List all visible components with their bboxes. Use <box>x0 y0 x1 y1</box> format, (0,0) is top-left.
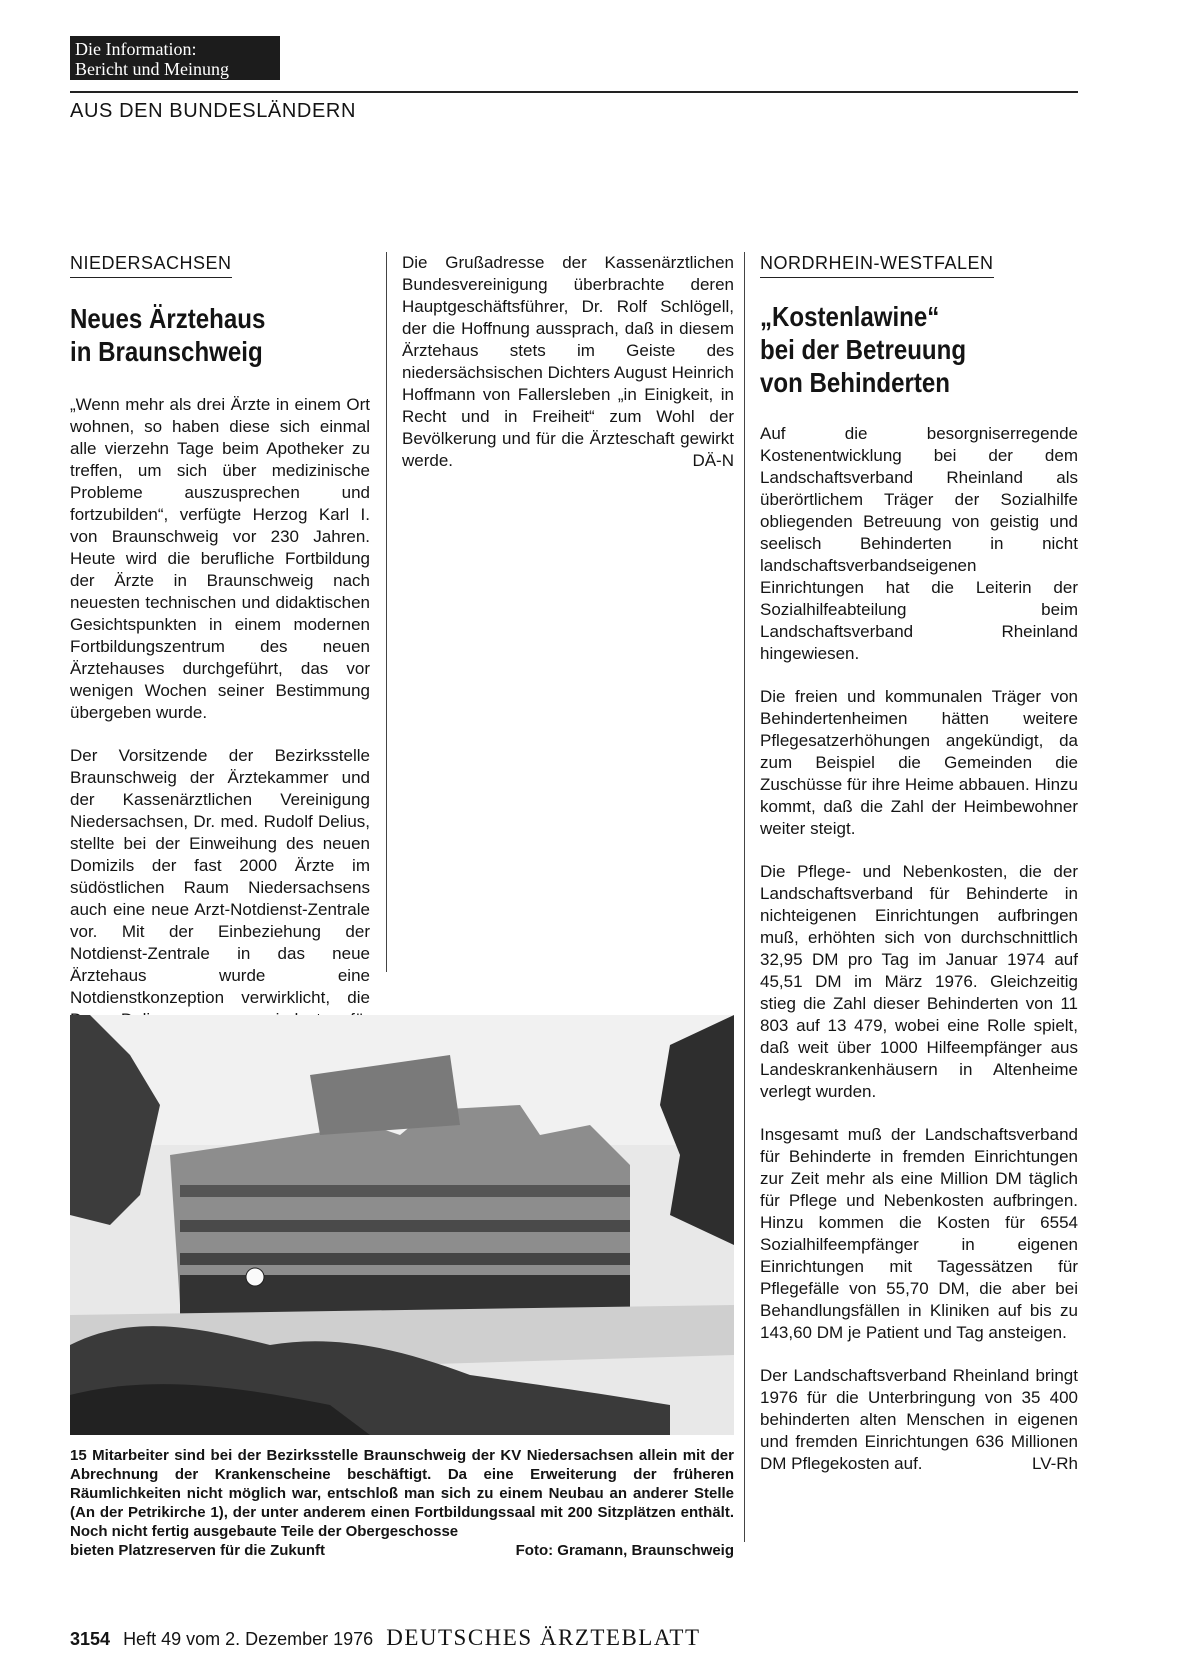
photo-credit: Foto: Gramann, Braunschweig <box>515 1542 734 1559</box>
page-number: 3154 <box>70 1629 111 1649</box>
article2-paragraph5: Der Landschaftsverband Rheinland bringt 1976 für die Unterbringung von 35 400 behinderten alten Menschen in eigenen und fremden Einrichtungen 636 Millionen DM Pflegekosten auf. LV-Rh <box>760 1366 1078 1473</box>
column-divider-1 <box>386 252 387 972</box>
article1-paragraph3: Die Grußadresse der Kassenärztlichen Bundesvereinigung überbrachte deren Hauptgeschäftsführer, Dr. Rolf Schlögell, der die Hoffnung aussprach, daß in diesem Ärztehaus stets im Geiste des niedersächsischen Dichters August Heinrich Hoffmann von Fallersleben „in Einigkeit, in Recht und in Freiheit“ zum Wohl der Bevölkerung und für die Ärzteschaft gewirkt werde. DÄ-N <box>402 253 734 470</box>
caption-text: 15 Mitarbeiter sind bei der Bezirksstelle Braunschweig der KV Niedersachsen allein mit der Abrechnung der Krankenscheine beschäftigt. Da eine Erweiterung der früheren Räumlichkeiten nicht möglich war, entschloß man sich zu einem Neubau an anderer Stelle (An der Petrikirche 1), der unter anderem einen Fortbildungssaal mit 200 Sitzplätzen enthält. Noch nicht fertig ausgebaute Teile der Obergeschosse <box>70 1447 734 1540</box>
masthead-line2: Bericht und Meinung <box>75 59 229 79</box>
caption-text-end: bieten Platzreserven für die Zukunft <box>70 1542 326 1559</box>
article2-column <box>760 252 1078 1552</box>
section-title: AUS DEN BUNDESLÄNDERN <box>70 100 356 122</box>
article1-title-line2: in Braunschweig <box>70 336 263 367</box>
article2-title-line1: „Kostenlawine“ <box>760 301 940 332</box>
article2-title-line2: bei der Betreuung <box>760 334 967 365</box>
article2-paragraph2: Die freien und kommunalen Träger von Behindertenheimen hätten weitere Pflegesatzerhöhungen angekündigt, da zum Beispiel die Gemeinden die Zuschüsse für ihre Heime abbauen. Hinzu kommt, daß die Zahl der Heimbewohner weiter steigt. <box>760 687 1078 838</box>
top-rule <box>70 91 1078 93</box>
article1-headline <box>70 302 328 368</box>
article2-title-line3: von Behinderten <box>760 367 950 398</box>
journal-name: DEUTSCHES ÄRZTEBLATT <box>386 1625 701 1650</box>
article2-paragraph4: Insgesamt muß der Landschaftsverband für Behinderte in fremden Einrichtungen zur Zeit mehr als eine Million DM täglich für Pflege und Nebenkosten aufbringen. Hinzu kommen die Kosten für 6554 Sozialhilfeempfänger in eigenen Einrichtungen mit Tagessätzen für Pflegefälle von 55,70 DM, die aber bei Behandlungsfällen in Kliniken auf bis zu 143,60 DM je Patient und Tag ansteigen. <box>760 1125 1078 1342</box>
caption-last-line <box>70 1541 734 1560</box>
building-photo <box>70 1015 734 1435</box>
article2-paragraph1: Auf die besorgniserregende Kostenentwicklung bei der dem Landschaftsverband Rheinland als überörtlichem Träger der Sozialhilfe obliegenden Betreuung von geistig und seelisch Behinderten in nicht landschaftsverbandseigenen Einrichtungen hat die Leiterin der Sozialhilfeabteilung beim Landschaftsverband Rheinland hingewiesen. <box>760 424 1078 663</box>
masthead <box>70 36 280 80</box>
masthead-line1: Die Information: <box>75 39 197 59</box>
column-divider-2 <box>744 252 745 1542</box>
article2-headline <box>760 300 1033 399</box>
article1-region: NIEDERSACHSEN <box>70 252 232 278</box>
article1-title-line1: Neues Ärztehaus <box>70 303 266 334</box>
article2-region: NORDRHEIN-WESTFALEN <box>760 252 994 278</box>
article1-column2 <box>402 252 734 972</box>
article1-paragraph2: Der Vorsitzende der Bezirksstelle Braunschweig der Ärztekammer und der Kassenärztlichen Vereinigung Niedersachsen, Dr. med. Rudolf Delius, stellte bei der Einweihung des neuen Domizils der fast 2000 Ärzte im südöstlichen Raum Niedersachsens auch eine neue Arzt-Notdienst-Zentrale vor. Mit der Einbeziehung der Notdienst-Zentrale in das neue Ärztehaus wurde eine Notdienstkonzeption verwirklicht, die <box>70 746 370 1007</box>
page-footer <box>70 1625 701 1651</box>
article1-signature: DÄ-N <box>692 451 734 470</box>
article1-paragraph1: „Wenn mehr als drei Ärzte in einem Ort wohnen, so haben diese sich einmal alle vierzehn Tage beim Apotheker zu treffen, um sich über medizinische Probleme auszusprechen und fortzubilden“, verfügte Herzog Karl I. von Braunschweig vor 230 Jahren. Heute wird die berufliche Fortbildung der Ärzte in Braunschweig nach neuesten technischen und didaktischen Gesichtspunkten in einem modernen Fortbildungszentrum des neuen Ärztehauses durchgeführt, das vor wenigen Wochen seiner Bestimmung übergeben wurde. <box>70 395 370 722</box>
photo-caption <box>70 1446 734 1560</box>
article2-signature: LV-Rh <box>1032 1454 1078 1473</box>
issue-info: Heft 49 vom 2. Dezember 1976 <box>123 1629 374 1649</box>
article1-column1 <box>70 252 370 1007</box>
article2-paragraph3: Die Pflege- und Nebenkosten, die der Landschaftsverband für Behinderte in nichteigenen Einrichtungen aufbringen muß, erhöhten sich von durchschnittlich 32,95 DM pro Tag im Januar 1974 auf 45,51 DM im März 1976. Gleichzeitig stieg die Zahl dieser Behinderten von 11 803 auf 13 479, wobei eine Rolle spielt, daß weit über 1000 Hilfeempfänger aus Landeskrankenhäusern in Altenheime verlegt wurden. <box>760 862 1078 1101</box>
